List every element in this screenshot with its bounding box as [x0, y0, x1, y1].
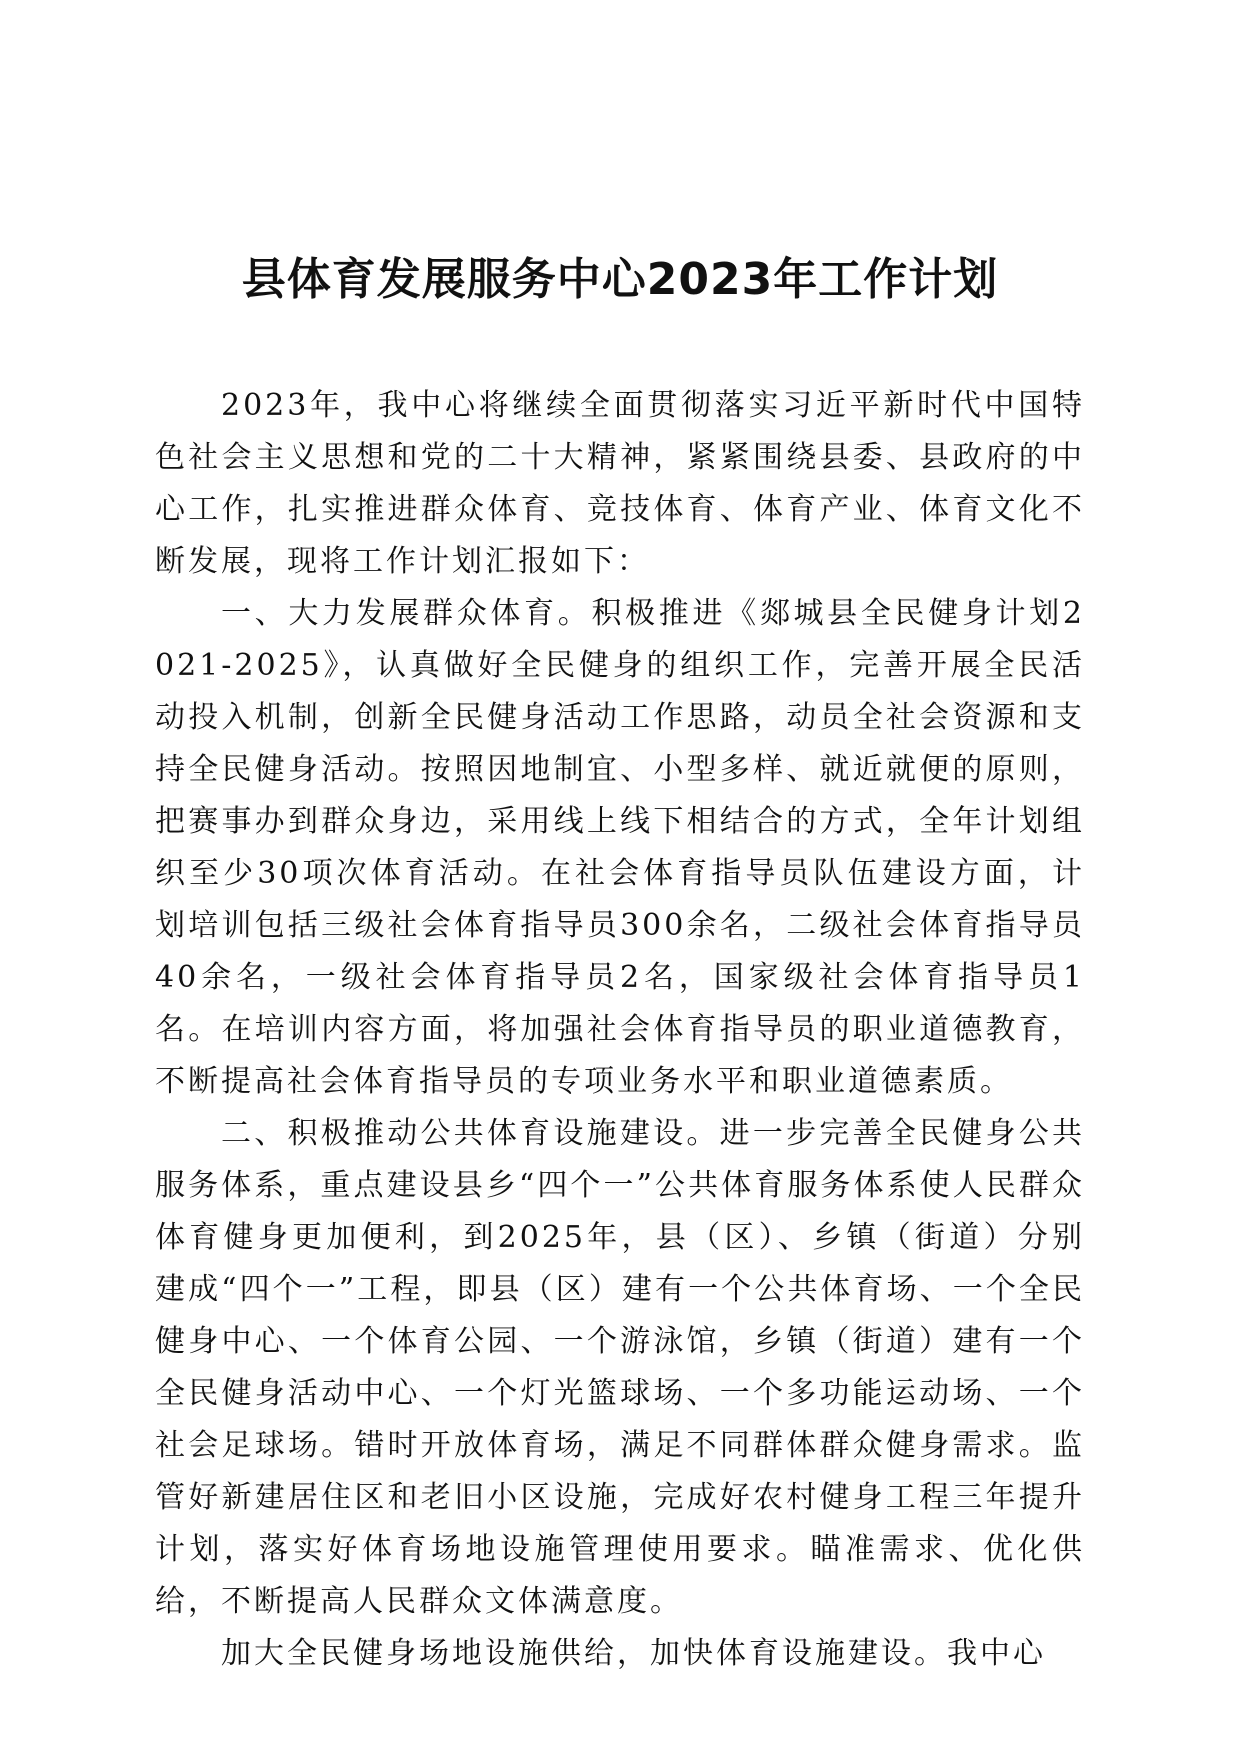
- paragraph-section-2: 二、积极推动公共体育设施建设。进一步完善全民健身公共服务体系，重点建设县乡“四个一”公共体育服务体系使人民群众体育健身更加便利，到2025年，县（区）、乡镇（街道）分别建成“四个一”工程，即县（区）建有一个公共体育场、一个全民健身中心、一个体育公园、一个游泳馆，乡镇（街道）建有一个全民健身活动中心、一个灯光篮球场、一个多功能运动场、一个社会足球场。错时开放体育场，满足不同群体群众健身需求。监管好新建居住区和老旧小区设施，完成好农村健身工程三年提升计划，落实好体育场地设施管理使用要求。瞄准需求、优化供给，不断提高人民群众文体满意度。: [155, 1116, 1085, 1619]
- paragraph-section-1: 一、大力发展群众体育。积极推进《郯城县全民健身计划2021-2025》，认真做好全民健身的组织工作，完善开展全民活动投入机制，创新全民健身活动工作思路，动员全社会资源和支持全民健身活动。按照因地制宜、小型多样、就近就便的原则，把赛事办到群众身边，采用线上线下相结合的方式，全年计划组织至少30项次体育活动。在社会体育指导员队伍建设方面，计划培训包括三级社会体育指导员300余名，二级社会体育指导员40余名，一级社会体育指导员2名，国家级社会体育指导员1名。在培训内容方面，将加强社会体育指导员的职业道德教育，不断提高社会体育指导员的专项业务水平和职业道德素质。: [155, 596, 1085, 1099]
- paragraph-intro: 2023年，我中心将继续全面贯彻落实习近平新时代中国特色社会主义思想和党的二十大精神，紧紧围绕县委、县政府的中心工作，扎实推进群众体育、竞技体育、体育产业、体育文化不断发展，现将工作计划汇报如下：: [155, 388, 1085, 579]
- paragraph-continuation: 加大全民健身场地设施供给，加快体育设施建设。我中心: [221, 1636, 1046, 1671]
- document-body: [155, 380, 1085, 1680]
- document-title: 县体育发展服务中心2023年工作计划: [241, 254, 999, 305]
